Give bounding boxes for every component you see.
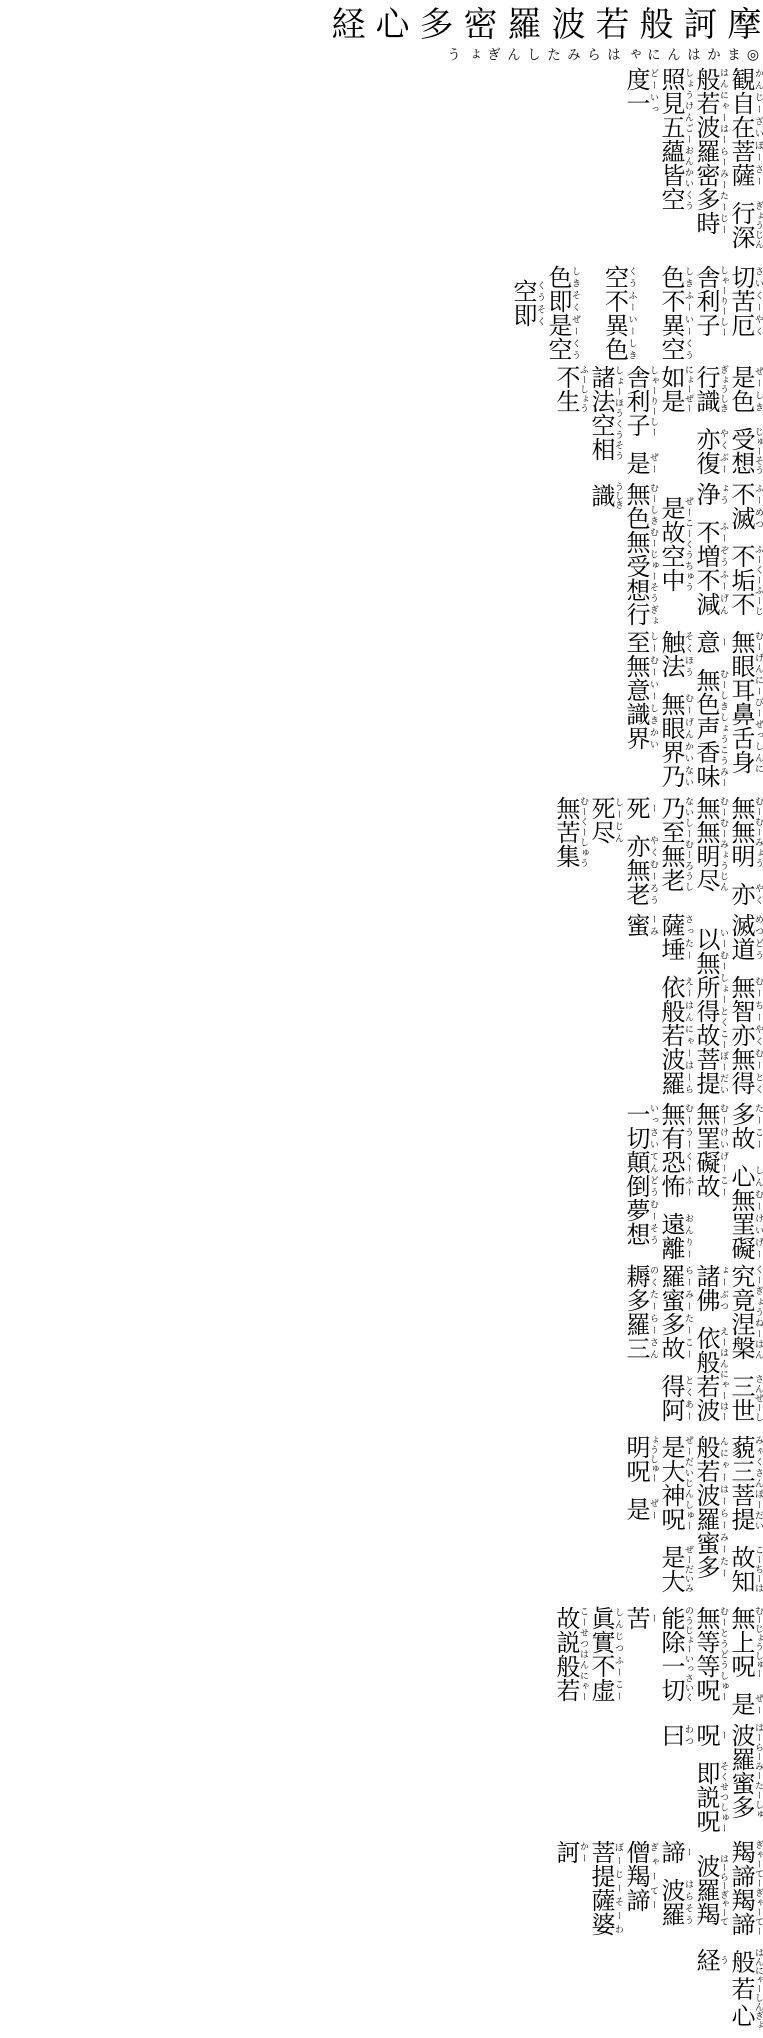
phrase-reading: ぜー [648, 1497, 658, 1521]
phrase-text: 乃至無老死 [622, 796, 685, 892]
phrase-reading: むーしきむーじゅーそうぎょうしき [613, 482, 658, 626]
phrase-reading: ふーしょう [578, 365, 588, 413]
phrase-text: 羯諦羯諦 [727, 1840, 755, 1936]
sutra-title: 摩訶般若波羅密多心経 [325, 6, 761, 41]
phrase-text: 舎利子 [622, 365, 650, 437]
phrase-reading: はーらーぎゃーてー [683, 1840, 728, 1926]
phrase-reading: さんぜーしょーぶつ [718, 1264, 763, 1422]
phrase-reading: はーらーみーたーしゅー [718, 1723, 763, 1819]
sutra-phrase [622, 1497, 658, 1521]
sutra-column [622, 1098, 763, 1260]
phrase-text: 切苦厄 [727, 265, 755, 337]
phrase-reading: そくせつしゅーわつ [683, 1723, 728, 1833]
phrase-text: 是大神呪 [657, 1435, 685, 1531]
phrase-text: 受想行識 [692, 365, 755, 475]
phrase-text: 波羅僧羯諦 [622, 1840, 685, 1926]
phrase-reading: むーうーくーふー [683, 1102, 693, 1198]
phrase-text: 多故 [727, 1102, 755, 1150]
sutra-phrase [657, 1102, 693, 1198]
sutra-phrase [692, 265, 728, 337]
phrase-reading: ぜーむーとうどうしゅー [718, 1606, 763, 1716]
phrase-reading: しゃーりーしー [648, 365, 658, 437]
phrase-reading: いーむーしょーとくこーぼーだいさったー [683, 913, 728, 1095]
phrase-text: 照見五蘊皆空 [657, 67, 685, 211]
sutra-phrase [692, 1948, 763, 2029]
sutra-phrase [657, 1435, 693, 1531]
phrase-text: 無苦集 [552, 796, 580, 868]
phrase-reading: ぜーだいみょうしゅー [648, 1435, 693, 1593]
sutra-column [657, 1719, 763, 1836]
sutra-column [587, 478, 763, 626]
sutra-phrase [727, 1840, 763, 1936]
phrase-text: 不増不減 [692, 520, 720, 616]
phrase-text: 是諸法空相 [587, 365, 650, 475]
sutra-phrase [727, 913, 763, 961]
phrase-reading: しきそくぜーくう [570, 265, 580, 361]
phrase-reading: どーいっ [648, 67, 658, 115]
sutra-phrase [657, 265, 693, 361]
phrase-text: 依般若波羅蜜多故 [657, 1264, 720, 1422]
phrase-reading: しきふーいーくう [683, 265, 693, 361]
phrase-text: 亦復如是 [657, 365, 720, 475]
phrase-text: 色不異空 [657, 265, 685, 361]
phrase-text: 度一 [622, 67, 650, 115]
phrase-text: 是無等等呪 [692, 1606, 755, 1716]
phrase-text: 故知般若波羅蜜多 [692, 1435, 755, 1593]
sutra-phrase [657, 67, 693, 211]
phrase-text: 是 [622, 1497, 650, 1521]
phrase-reading: やくむーむーみょうじん [718, 796, 763, 906]
sutra-column [692, 1944, 763, 2038]
phrase-text: 能除一切苦 [622, 1606, 685, 1702]
phrase-reading: のうじょーいっさいくー [648, 1606, 693, 1702]
sutra-phrase [544, 265, 580, 361]
phrase-reading: はんにゃーしんぎょう [718, 1948, 763, 2029]
phrase-text: 是大明呪 [622, 1435, 685, 1593]
phrase-reading: ぜーしょーほうくうそう [613, 365, 658, 475]
phrase-text: 遠離一切顛倒夢想 [622, 1102, 685, 1260]
phrase-reading: こーちーはんにゃーはーらーみーたー [718, 1435, 763, 1593]
sutra-phrase [552, 1840, 623, 1936]
phrase-reading: くーぎょうねーはん [753, 1264, 763, 1360]
phrase-text: 不垢不浄 [692, 482, 755, 616]
phrase-text: 究竟涅槃 [727, 1264, 755, 1360]
phrase-reading: おんりーいっさいてんどうむーそう [648, 1102, 693, 1260]
phrase-reading: ないしーむーろうしー [648, 796, 693, 892]
sutra-phrase [727, 1435, 763, 1531]
phrase-reading: ふーめつ [753, 482, 763, 530]
phrase-text: 故説般若 [552, 1606, 580, 1702]
sutra-column [622, 626, 763, 792]
phrase-text: 不生 [552, 365, 580, 413]
sutra-phrase [692, 520, 728, 616]
phrase-text: 行深般若波羅密多時 [692, 67, 755, 249]
phrase-reading: くうそく [535, 279, 545, 327]
phrase-text: 無色無受想行識 [587, 482, 650, 626]
phrase-reading: ぎょうじんはんにゃーはーらーみーたーじー [718, 67, 763, 249]
phrase-text: 無無明 [727, 796, 755, 868]
sutra-phrase [727, 1102, 763, 1150]
phrase-reading: ぎゃーてーぎゃーてー [753, 1840, 763, 1936]
sutra-column [622, 63, 763, 261]
phrase-reading: やくむーろうしーじん [613, 796, 658, 906]
sutra-column [622, 1431, 763, 1602]
phrase-reading: とくあーのくたーらーさん [648, 1264, 693, 1422]
sutra-phrase [727, 975, 763, 1095]
sutra-column [552, 1836, 763, 1944]
phrase-reading: むーくーしゅう [578, 796, 588, 868]
phrase-text: 以無所得故菩提薩埵 [657, 913, 720, 1095]
phrase-reading: しんじつふーこー [613, 1606, 623, 1702]
phrase-text: 亦無無明尽 [692, 796, 755, 906]
phrase-text: 三世諸佛 [692, 1264, 755, 1422]
sutra-phrase [727, 365, 763, 413]
sutra-phrase [552, 365, 588, 413]
phrase-reading: はらそうぎゃーてー [648, 1840, 693, 1926]
phrase-text: 波羅蜜多呪 [692, 1723, 755, 1819]
phrase-text: 心無罣礙無罣礙故 [692, 1102, 755, 1260]
title-reading: ◎まかはんにゃはらみたしんぎょう [445, 47, 761, 63]
phrase-reading: ぜーこーくうちゅう [683, 496, 693, 592]
phrase-text: 藐三菩提 [727, 1435, 755, 1531]
phrase-text: 無上呪 [727, 1606, 755, 1678]
phrase-reading: めつどう [753, 913, 763, 961]
sutra-column [622, 1260, 763, 1431]
sutra-phrase [509, 279, 545, 327]
phrase-text: 無智亦無得 [727, 975, 755, 1095]
phrase-reading: くうふーいーしき [626, 265, 637, 361]
phrase-reading: えーはんにゃーはーらーみーたーこー [683, 1264, 728, 1422]
phrase-text: 無眼界乃至無意識界 [622, 630, 685, 788]
phrase-text: 依般若波羅蜜 [622, 913, 685, 1095]
phrase-text: 得阿耨多羅三 [622, 1264, 685, 1422]
title-reading-column [445, 41, 763, 63]
phrase-reading: むーげんにーびーぜっしんにー [718, 630, 763, 774]
phrase-text: 波羅羯諦 [657, 1840, 720, 1926]
phrase-reading: かんじーざいぼーさー [753, 67, 763, 187]
phrase-text: 観自在菩薩 [727, 67, 755, 187]
phrase-reading: しんむーけいげーむーけいげーこー [718, 1102, 763, 1260]
phrase-text: 色即是空 [544, 265, 572, 361]
sutra-column [552, 792, 763, 909]
phrase-reading: やくぶーにょーぜー [683, 365, 728, 475]
phrase-text: 是色 [727, 365, 755, 413]
sutra-column [552, 1602, 763, 1719]
sutra-phrase [587, 482, 658, 626]
phrase-text: 無有恐怖 [657, 1102, 685, 1198]
sutra-phrase [622, 67, 658, 115]
sutra-phrase [657, 496, 693, 592]
phrase-text: 滅道 [727, 913, 755, 961]
phrase-text: 即説呪曰 [657, 1723, 720, 1833]
sutra-column [509, 261, 763, 361]
sutra-phrase [727, 482, 763, 530]
phrase-text: 眞實不虚 [587, 1606, 615, 1702]
phrase-reading: むーじょうしゅー [753, 1606, 763, 1678]
phrase-reading: みゃくさんぼーだい [753, 1435, 763, 1531]
phrase-reading: ぜーだいじんしゅー [683, 1435, 693, 1531]
phrase-reading: さいくーやく [753, 265, 763, 337]
phrase-reading: しょうけんごーおんかいくう [683, 67, 693, 211]
sutra-phrase [727, 265, 763, 337]
sutra-column [622, 909, 763, 1098]
phrase-reading: むーしきしょうこうみーそくほう [683, 630, 728, 788]
phrase-reading: むーむーみょう [753, 796, 763, 868]
phrase-reading: じゅーそうぎょうしき [718, 365, 763, 475]
phrase-reading: ぜーしき [753, 365, 763, 413]
sutra-phrase [622, 1606, 693, 1702]
title-column [325, 0, 763, 41]
phrase-reading: こーせつはんにゃー [578, 1606, 588, 1702]
phrase-reading: ふーくーふーじょう [718, 482, 763, 616]
phrase-reading: ふーぞうふーげん [718, 520, 728, 616]
phrase-text: 般若心経 [692, 1948, 755, 2029]
sutra-phrase [552, 1606, 588, 1702]
phrase-reading: むーげんかいないしーむーいーしきかい [648, 630, 693, 788]
phrase-reading: えーはんにゃーはーらーみ [648, 913, 693, 1095]
phrase-text: 空不異色 [600, 265, 629, 361]
phrase-text: 舎利子 [692, 265, 720, 337]
phrase-text: 無眼耳鼻舌身意 [692, 630, 755, 774]
sutra-phrase [600, 265, 637, 361]
phrase-text: 亦無老死尽 [587, 796, 650, 906]
phrase-reading: むーちーやくむーとく [753, 975, 763, 1095]
phrase-text: 菩提薩婆訶 [552, 1840, 615, 1936]
sutra-phrase [727, 1264, 763, 1360]
phrase-text: 是故空中 [657, 496, 685, 592]
phrase-text: 無色声香味触法 [657, 630, 720, 788]
phrase-text: 空即 [509, 279, 537, 327]
phrase-reading: しゃーりーしー [718, 265, 728, 337]
phrase-reading: ぼーじーそーわかー [578, 1840, 623, 1936]
phrase-reading: たーこー [753, 1102, 763, 1150]
sutra-phrase [552, 796, 588, 868]
sutra-column [552, 361, 763, 478]
sutra-phrase [587, 1606, 623, 1702]
phrase-text: 不滅 [727, 482, 755, 530]
